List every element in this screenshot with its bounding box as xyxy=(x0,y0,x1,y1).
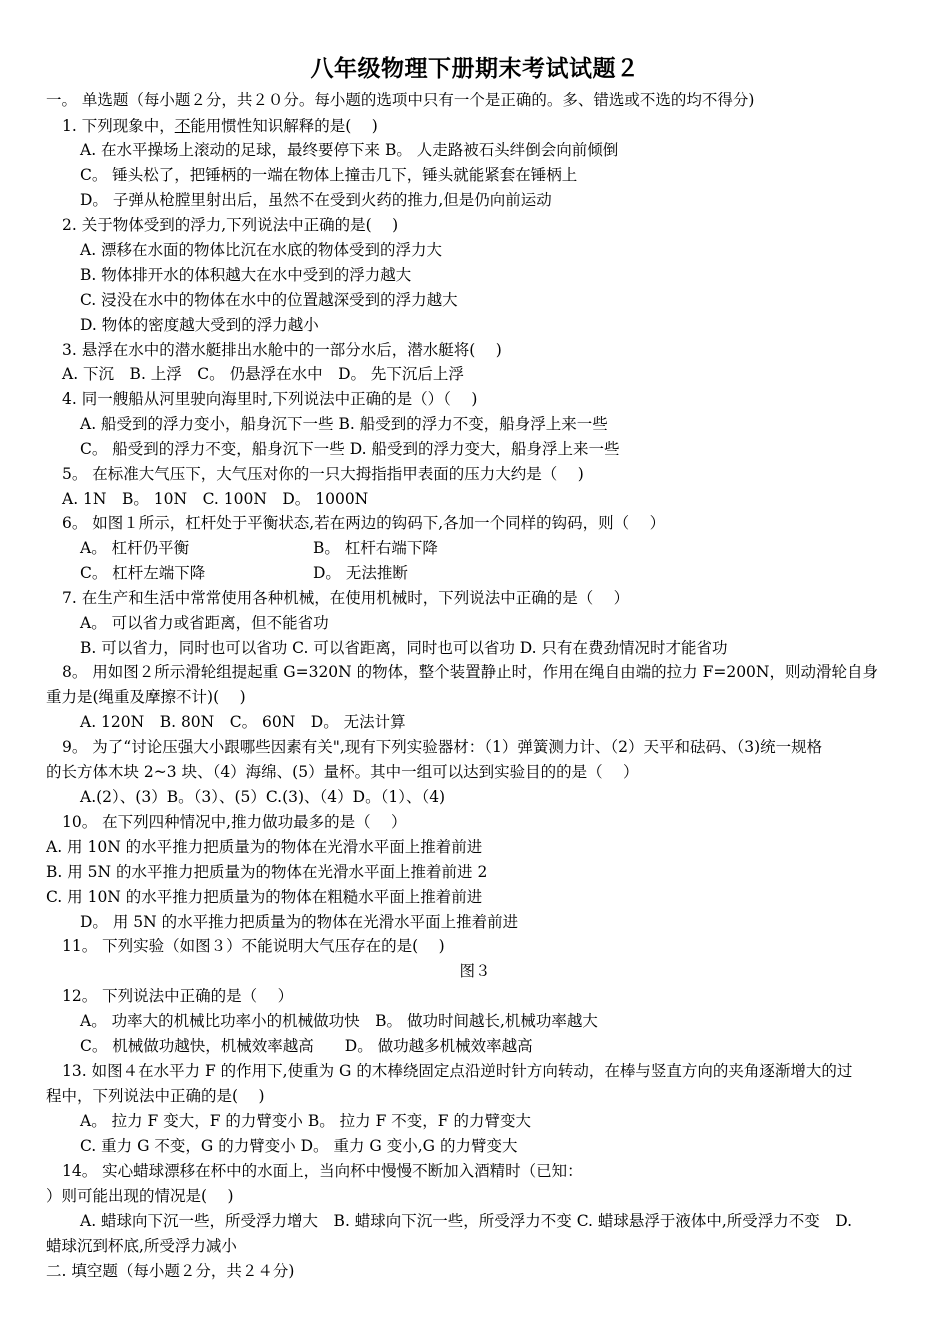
question-10-option-b: B. 用 5N 的水平推力把质量为的物体在光滑水平面上推着前进 2 xyxy=(46,863,488,881)
question-4-option-ab: A. 船受到的浮力变小，船身沉下一些 B. 船受到的浮力不变，船身浮上来一些 xyxy=(80,415,608,433)
question-2-option-b: B. 物体排开水的体积越大在水中受到的浮力越大 xyxy=(80,266,412,284)
underlined-word: 不 xyxy=(174,117,191,135)
question-10-option-c: C. 用 10N 的水平推力把质量为的物体在粗糙水平面上推着前进 xyxy=(46,888,483,906)
question-8-options: A. 120N B. 80N C。 60N D。 无法计算 xyxy=(80,713,406,731)
question-10-option-a: A. 用 10N 的水平推力把质量为的物体在光滑水平面上推着前进 xyxy=(46,838,483,856)
question-7-option-bcd: B. 可以省力，同时也可以省功 C. 可以省距离，同时也可以省功 D. 只有在费劲情况时才能省功 xyxy=(80,639,728,657)
question-9-stem-line-2: 的长方体木块 2~3 块、（4）海绵、(5）量杯。其中一组可以达到实验目的的是（ ） xyxy=(46,763,639,781)
question-14-stem-line-1: 14。 实心蜡球漂移在杯中的水面上，当向杯中慢慢不断加入酒精时（已知： xyxy=(62,1162,583,1180)
question-9-options: A.(2）、(3）B。（3）、(5）C.(3)、（4）D。（1）、（4) xyxy=(80,788,446,806)
question-14-stem-line-2: ）则可能出现的情况是( ) xyxy=(46,1187,234,1205)
question-6-option-d: D。 无法推断 xyxy=(313,564,408,582)
question-13-option-ab: A。 拉力 F 变大，F 的力臂变小 B。 拉力 F 不变，F 的力臂变大 xyxy=(80,1112,531,1130)
question-6-stem: 6。 如图１所示，杠杆处于平衡状态,若在两边的钩码下,各加一个同样的钩码，则（ ） xyxy=(62,514,666,532)
page-title: 八年级物理下册期末考试试题２ xyxy=(310,56,640,82)
question-5-options: A. 1N B。 10N C. 100N D。 1000N xyxy=(62,490,369,508)
question-2-option-c: C. 浸没在水中的物体在水中的位置越深受到的浮力越大 xyxy=(80,291,458,309)
question-3-options: A. 下沉 B. 上浮 C。 仍悬浮在水中 D。 先下沉后上浮 xyxy=(62,365,464,383)
question-12-option-ab: A。 功率大的机械比功率小的机械做功快 B。 做功时间越长,机械功率越大 xyxy=(80,1012,598,1030)
question-1-stem xyxy=(62,116,378,138)
section-one-heading: 一。 单选题（每小题２分，共２０分。每小题的选项中只有一个是正确的。多、错选或不选的均不得分) xyxy=(46,91,755,109)
question-4-option-cd: C。 船受到的浮力不变，船身沉下一些 D. 船受到的浮力变大，船身浮上来一些 xyxy=(80,440,620,458)
question-14-options-line-2: 蜡球沉到杯底,所受浮力减小 xyxy=(46,1237,237,1255)
question-2-option-a: A. 漂移在水面的物体比沉在水底的物体受到的浮力大 xyxy=(80,241,443,259)
question-8-stem-line-1: 8。 用如图２所示滑轮组提起重 G=320N 的物体，整个装置静止时，作用在绳自由端的拉力 F=200N，则动滑轮自身 xyxy=(62,663,878,681)
question-10-stem: 10。 在下列四种情况中,推力做功最多的是（ ） xyxy=(62,813,407,831)
question-12-option-cd: C。 机械做功越快，机械效率越高 D。 做功越多机械效率越高 xyxy=(80,1037,533,1055)
question-1-stem-part: 能用惯性知识解释的是( ) xyxy=(190,117,378,135)
question-13-stem-line-1: 13. 如图４在水平力 F 的作用下,使重为 G 的木棒绕固定点沿逆时针方向转动，在棒与竖直方向的夹角逐渐增大的过 xyxy=(62,1062,853,1080)
question-8-stem-line-2: 重力是(绳重及摩擦不计)( ) xyxy=(46,688,246,706)
question-14-options-line-1: A. 蜡球向下沉一些，所受浮力增大 B. 蜡球向下沉一些，所受浮力不变 C. 蜡球悬浮于液体中,所受浮力不变 D. xyxy=(80,1212,853,1230)
question-3-stem: 3. 悬浮在水中的潜水艇排出水舱中的一部分水后，潜水艇将( ) xyxy=(62,341,502,359)
question-1-option-ab: A. 在水平操场上滚动的足球，最终要停下来 B。 人走路被石头绊倒会向前倾倒 xyxy=(80,141,619,159)
figure-3-caption: 图３ xyxy=(459,962,491,980)
question-5-stem: 5。 在标准大气压下，大气压对你的一只大拇指指甲表面的压力大约是（ ) xyxy=(62,465,584,483)
question-1-option-d: D。 子弹从枪膛里射出后，虽然不在受到火药的推力,但是仍向前运动 xyxy=(80,191,552,209)
question-6-options-row-2 xyxy=(80,563,680,585)
question-10-option-d: D。 用 5N 的水平推力把质量为的物体在光滑水平面上推着前进 xyxy=(80,913,519,931)
question-7-stem: 7. 在生产和生活中常常使用各种机械，在使用机械时，下列说法中正确的是（ ） xyxy=(62,589,630,607)
question-2-option-d: D. 物体的密度越大受到的浮力越小 xyxy=(80,316,319,334)
question-11-stem: 11。 下列实验（如图３）不能说明大气压存在的是( ) xyxy=(62,937,445,955)
question-7-option-a: A。 可以省力或省距离，但不能省功 xyxy=(80,614,329,632)
question-12-stem: 12。 下列说法中正确的是（ ） xyxy=(62,987,294,1005)
question-6-option-c: C。 杠杆左端下降 xyxy=(80,564,206,582)
question-4-stem: 4. 同一艘船从河里驶向海里时,下列说法中正确的是（）（ ) xyxy=(62,390,478,408)
question-2-stem: 2. 关于物体受到的浮力,下列说法中正确的是( ) xyxy=(62,216,399,234)
question-6-option-b: B。 杠杆右端下降 xyxy=(313,539,438,557)
question-13-stem-line-2: 程中，下列说法中正确的是( ) xyxy=(46,1087,265,1105)
section-two-heading: 二. 填空题（每小题２分，共２４分) xyxy=(46,1262,295,1280)
question-6-options-row-1 xyxy=(80,538,680,560)
question-1-stem-part: 1. 下列现象中， xyxy=(62,117,175,135)
question-6-option-a: A。 杠杆仍平衡 xyxy=(80,539,190,557)
question-9-stem-line-1: 9。 为了“讨论压强大小跟哪些因素有关",现有下列实验器材：（1）弹簧测力计、（2）天平和砝码、（3)统一规格 xyxy=(62,738,823,756)
question-1-option-c: C。 锤头松了，把锤柄的一端在物体上撞击几下，锤头就能紧套在锤柄上 xyxy=(80,166,578,184)
question-13-option-cd: C. 重力 G 不变，G 的力臂变小 D。 重力 G 变小,G 的力臂变大 xyxy=(80,1137,518,1155)
